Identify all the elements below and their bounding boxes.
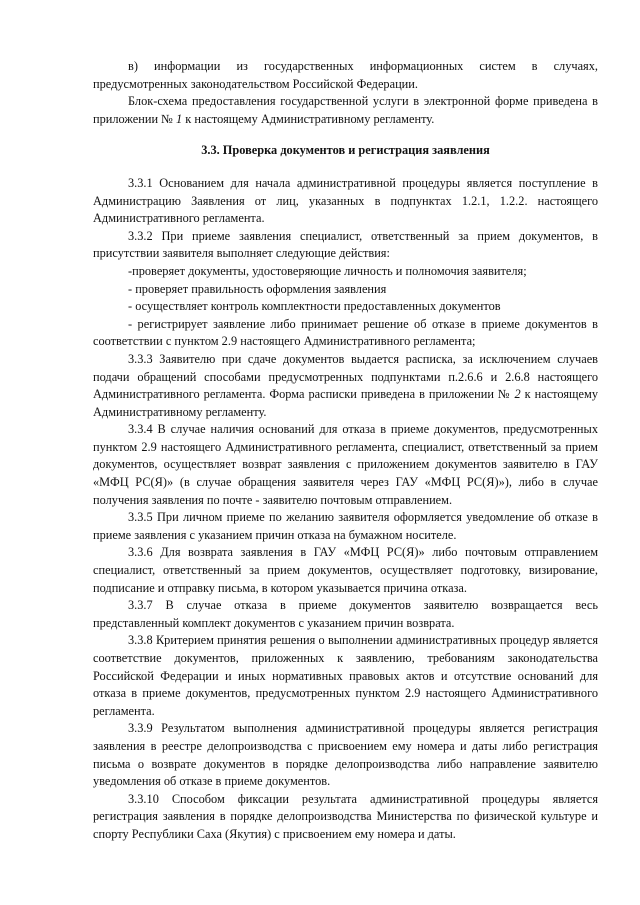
list-item: - регистрирует заявление либо принимает решение об отказе в приеме документов в соответствии с пунктом 2.9 настоящего Административного регламента; [93,316,598,349]
receipt-text-end: к настоящему Административному регламенту. [93,387,598,419]
section-heading: 3.3. Проверка документов и регистрация заявления [201,143,490,158]
paragraph-3-3-8: 3.3.8 Критерием принятия решения о выполнении административных процедур является соответствие документов, приложенных к заявлению, требованиям законодательства Российской Федерации и иных нормативных правовых актов и отсутствие оснований для отказа в приеме документов, предусмотренных пунктом 2.9 настоящего Административного регламента. [93,633,598,718]
paragraph-3-3-2: 3.3.2 При приеме заявления специалист, ответственный за прием документов, в присутствии заявителя выполняет следующие действия: [93,228,598,261]
paragraph-block-diagram [93,93,598,128]
appendix-number-2: 2 [514,387,521,402]
appendix-number-1: 1 [176,111,183,126]
paragraph-3-3-5: 3.3.5 При личном приеме по желанию заявителя оформляется уведомление об отказе в приеме заявления с указанием причин отказа на бумажном носителе. [93,510,598,542]
paragraph-3-3-6: 3.3.6 Для возврата заявления в ГАУ «МФЦ РС(Я)» либо почтовым отправлением специалист, ответственный за прием документов, осуществляет подготовку, визирование, подписание и отправку письма, в котором указывается причина отказа. [93,545,598,595]
paragraph-3-3-7: 3.3.7 В случае отказа в приеме документов заявителю возвращается весь представленный комплект документов с указанием причин возврата. [93,598,598,630]
paragraph-3-3-10: 3.3.10 Способом фиксации результата административной процедуры является регистрация заявления в порядке делопроизводства Министерства по физической культуре и спорту Республики Саха (Якутия) с присвоением ему номера и даты. [93,791,598,841]
paragraph-3-3-4: 3.3.4 В случае наличия оснований для отказа в приеме документов, предусмотренных пунктом 2.9 настоящего Административного регламента, специалист, ответственный за прием документов, осуществляет возврат заявления с приложением документов заявителю в ГАУ «МФЦ РС(Я)» (в случае обращения заявителя через ГАУ «МФЦ РС(Я)»), либо в случае получения заявления по почте - заявителю почтовым отправлением. [93,422,598,507]
block-diagram-text-end: к настоящему Административному регламенту. [182,111,435,126]
list-item: - осуществляет контроль комплектности предоставленных документов [128,299,501,314]
paragraph-3-3-9: 3.3.9 Результатом выполнения административной процедуры является регистрация заявления в реестре делопроизводства с присвоением ему номера и даты либо регистрация письма о возврате документов в порядке делопроизводства либо направление заявителю уведомления об отказе в приеме документов. [93,721,598,789]
list-item: -проверяет документы, удостоверяющие личность и полномочия заявителя; [128,263,527,278]
paragraph-3-3-1: 3.3.1 Основанием для начала административной процедуры является поступление в Администрацию Заявления от лиц, указанных в подпунктах 1.2.1, 1.2.2. настоящего Административного регламента. [93,175,598,226]
block-diagram-text-start: Блок-схема предоставления государственной услуги в электронной форме приведена в приложении № [93,94,598,126]
document-page [93,58,598,844]
list-item: - проверяет правильность оформления заявления [128,281,387,296]
paragraph-v: в) информации из государственных информационных систем в случаях, предусмотренных законодательством Российской Федерации. [93,59,598,91]
paragraph-3-3-3 [93,351,598,421]
receipt-text-start: 3.3.3 Заявителю при сдаче документов выдается расписка, за исключением случаев подачи обращений способами предусмотренных подпунктами п.2.6.6 и 2.6.8 настоящего Административного регламента. Форма расписки приведена в приложении № [93,351,598,402]
